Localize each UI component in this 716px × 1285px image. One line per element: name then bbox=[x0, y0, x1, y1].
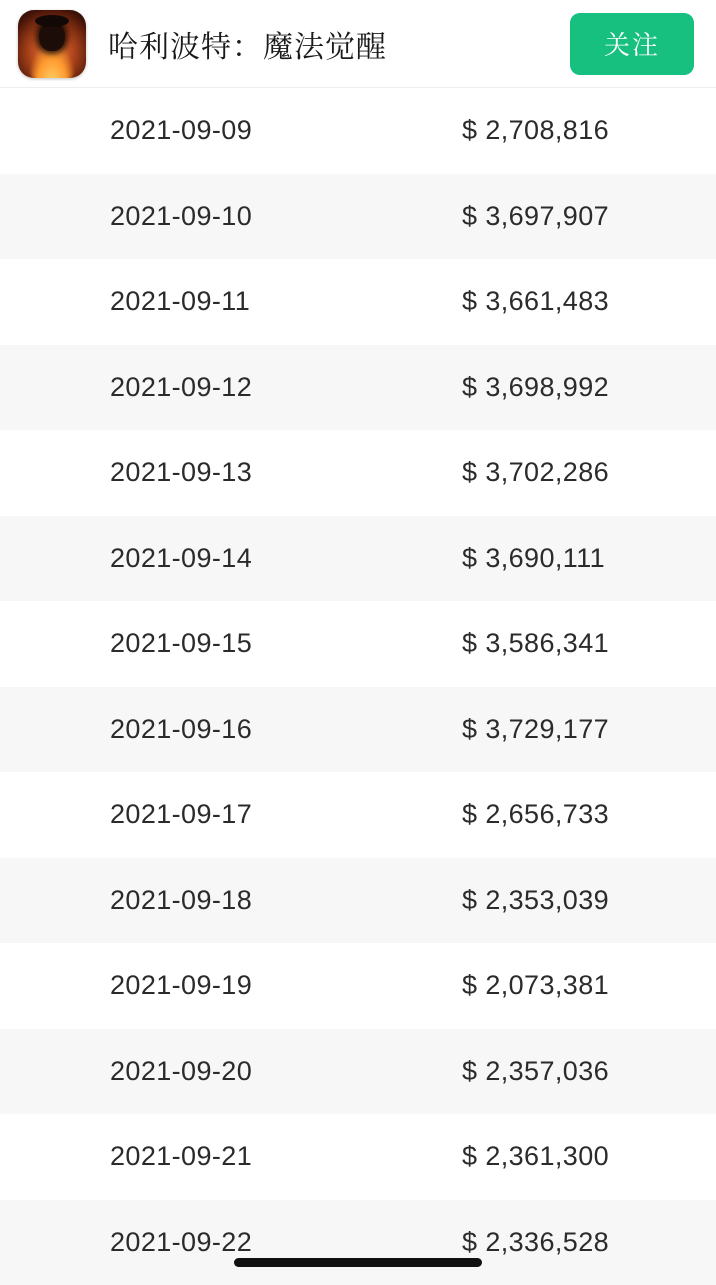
cell-date: 2021-09-20 bbox=[0, 1056, 355, 1087]
cell-revenue: $ 3,698,992 bbox=[355, 372, 716, 403]
cell-date: 2021-09-13 bbox=[0, 457, 355, 488]
cell-date: 2021-09-12 bbox=[0, 372, 355, 403]
revenue-table bbox=[0, 88, 716, 1285]
home-indicator[interactable] bbox=[234, 1258, 482, 1267]
cell-date: 2021-09-15 bbox=[0, 628, 355, 659]
cell-revenue: $ 3,661,483 bbox=[355, 286, 716, 317]
table-row[interactable] bbox=[0, 858, 716, 944]
app-header bbox=[0, 0, 716, 88]
cell-revenue: $ 3,729,177 bbox=[355, 714, 716, 745]
table-row[interactable] bbox=[0, 1029, 716, 1115]
cell-date: 2021-09-09 bbox=[0, 115, 355, 146]
cell-revenue: $ 2,708,816 bbox=[355, 115, 716, 146]
cell-date: 2021-09-10 bbox=[0, 201, 355, 232]
table-row[interactable] bbox=[0, 772, 716, 858]
table-row[interactable] bbox=[0, 259, 716, 345]
cell-revenue: $ 2,336,528 bbox=[355, 1227, 716, 1258]
cell-revenue: $ 2,353,039 bbox=[355, 885, 716, 916]
table-row[interactable] bbox=[0, 345, 716, 431]
cell-revenue: $ 2,361,300 bbox=[355, 1141, 716, 1172]
table-row[interactable] bbox=[0, 601, 716, 687]
cell-revenue: $ 3,586,341 bbox=[355, 628, 716, 659]
follow-button[interactable]: 关注 bbox=[570, 13, 694, 75]
harry-potter-magic-awakened-app-icon bbox=[18, 10, 86, 78]
cell-date: 2021-09-22 bbox=[0, 1227, 355, 1258]
cell-date: 2021-09-19 bbox=[0, 970, 355, 1001]
table-row[interactable] bbox=[0, 687, 716, 773]
cell-date: 2021-09-11 bbox=[0, 286, 355, 317]
wizard-figure-decoration bbox=[39, 21, 65, 51]
cell-revenue: $ 2,656,733 bbox=[355, 799, 716, 830]
table-row[interactable] bbox=[0, 943, 716, 1029]
cell-date: 2021-09-16 bbox=[0, 714, 355, 745]
cell-date: 2021-09-14 bbox=[0, 543, 355, 574]
table-row[interactable] bbox=[0, 516, 716, 602]
cell-revenue: $ 3,702,286 bbox=[355, 457, 716, 488]
table-row[interactable] bbox=[0, 88, 716, 174]
cell-revenue: $ 2,073,381 bbox=[355, 970, 716, 1001]
cell-date: 2021-09-18 bbox=[0, 885, 355, 916]
cell-revenue: $ 3,690,111 bbox=[355, 543, 716, 574]
table-row[interactable] bbox=[0, 430, 716, 516]
cell-revenue: $ 2,357,036 bbox=[355, 1056, 716, 1087]
page-title: 哈利波特：魔法觉醒 bbox=[86, 22, 570, 66]
cell-date: 2021-09-21 bbox=[0, 1141, 355, 1172]
table-row[interactable] bbox=[0, 174, 716, 260]
home-indicator-bar bbox=[0, 1244, 716, 1280]
table-row[interactable] bbox=[0, 1114, 716, 1200]
cell-revenue: $ 3,697,907 bbox=[355, 201, 716, 232]
cell-date: 2021-09-17 bbox=[0, 799, 355, 830]
